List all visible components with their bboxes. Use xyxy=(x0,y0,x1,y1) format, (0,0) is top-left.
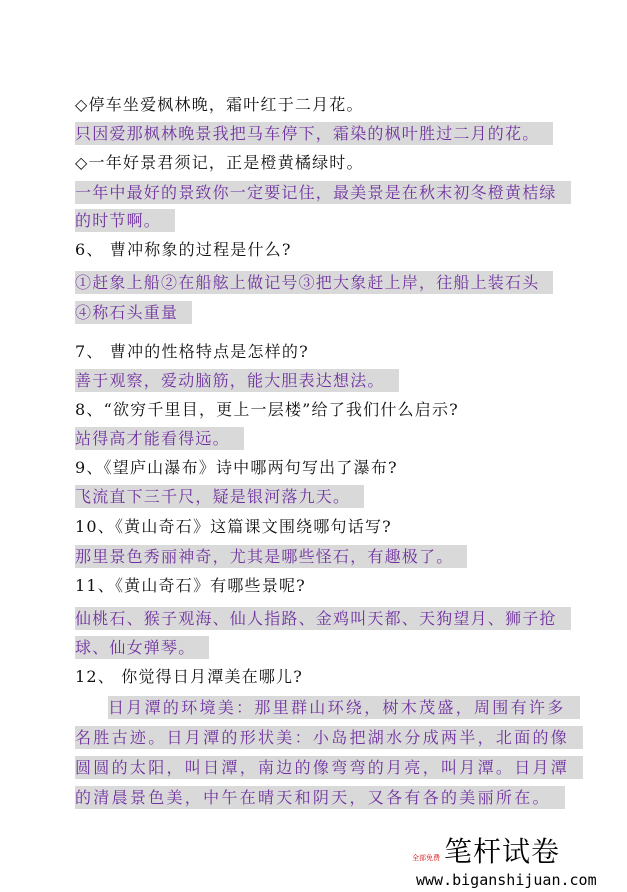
answer-text: 日月潭的环境美：那里群山环绕，树木茂盛，周围有许多 xyxy=(108,696,580,719)
question: 12、 你觉得日月潭美在哪儿? xyxy=(75,667,304,686)
answer-text: 飞流直下三千尺，疑是银河落九天。 xyxy=(75,485,364,508)
poem-line: ◇一年好景君须记，正是橙黄橘绿时。 xyxy=(75,153,364,172)
answer-text: 只因爱那枫林晚景我把马车停下，霜染的枫叶胜过二月的花。 xyxy=(75,122,553,145)
question: 10、《黄山奇石》这篇课文围绕哪句话写? xyxy=(75,517,392,536)
answer-text: 那里景色秀丽神奇，尤其是哪些怪石，有趣极了。 xyxy=(75,545,467,568)
answer-text: 站得高才能看得远。 xyxy=(75,427,244,450)
question: 7、 曹冲的性格特点是怎样的? xyxy=(75,342,309,361)
answer-text: ①赶象上船②在船舷上做记号③把大象赶上岸，往船上装石头 xyxy=(75,271,553,294)
question: 11、《黄山奇石》有哪些景呢? xyxy=(75,576,306,595)
answer-text: 善于观察，爱动脑筋，能大胆表达想法。 xyxy=(75,369,399,392)
question: 9、《望庐山瀑布》诗中哪两句写出了瀑布? xyxy=(75,458,398,477)
answer-text: 的清晨景色美，中午在晴天和阴天，又各有各的美丽所在。 xyxy=(75,786,565,809)
watermark-logo xyxy=(412,836,627,892)
question: 6、 曹冲称象的过程是什么? xyxy=(75,240,292,259)
answer-text: 一年中最好的景致你一定要记住，最美景是在秋末初冬橙黄桔绿 xyxy=(75,181,571,204)
watermark-tag: 全部免费 xyxy=(412,854,440,862)
answer-text: 的时节啊。 xyxy=(75,209,175,232)
watermark-name: 笔杆试卷 xyxy=(444,835,561,868)
watermark-url: www.biganshijuan.com xyxy=(416,871,597,889)
answer-text: 圆圆的太阳，叫日潭，南边的像弯弯的月亮，叫月潭。日月潭 xyxy=(75,756,583,779)
answer-text: 仙桃石、猴子观海、仙人指路、金鸡叫天都、天狗望月、狮子抢 xyxy=(75,607,571,630)
answer-text: 球、仙女弹琴。 xyxy=(75,636,209,659)
poem-line: ◇停车坐爱枫林晚，霜叶红于二月花。 xyxy=(75,95,364,114)
question: 8、“欲穷千里目，更上一层楼”给了我们什么启示? xyxy=(75,400,459,419)
answer-text: ④称石头重量 xyxy=(75,301,192,324)
answer-text: 名胜古迹。日月潭的形状美：小岛把湖水分成两半，北面的像 xyxy=(75,726,583,749)
